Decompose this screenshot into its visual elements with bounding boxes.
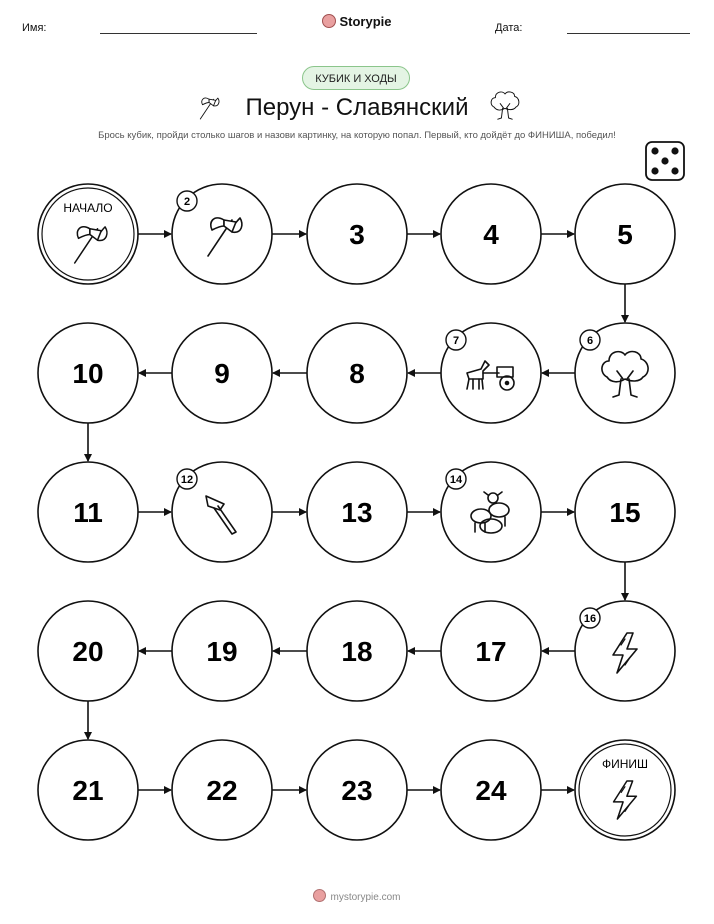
game-type-badge: КУБИК И ХОДЫ [302,66,410,90]
cell-number: 5 [617,219,633,250]
board-cell-1 [38,184,138,284]
board-cell-18 [307,601,407,701]
cell-number: 7 [452,335,460,347]
storypie-icon [313,889,326,902]
board-cell-8 [307,323,407,423]
board-cell-7 [441,323,541,423]
cell-number: 15 [609,497,641,528]
board-cell-14 [441,462,541,562]
board-cell-4 [441,184,541,284]
cell-number: 14 [449,474,463,486]
cell-number: 22 [206,775,238,806]
board-cell-5 [575,184,675,284]
cell-number: 13 [341,497,373,528]
axe-icon [200,98,219,119]
cell-number: 3 [349,219,365,250]
cell-circle [575,740,675,840]
cell-number: 8 [349,358,365,389]
board-cell-25 [575,740,675,840]
dice-pip [671,147,678,154]
cell-number: 21 [72,775,104,806]
cell-number: 11 [73,497,103,528]
footer-url: mystorypie.com [330,892,401,903]
cell-number: 16 [583,613,597,625]
cell-number: 18 [341,636,373,667]
board-cell-16 [575,601,675,701]
board-cell-11 [38,462,138,562]
board-cell-2 [172,184,272,284]
dice-pip [671,167,678,174]
board-cell-12 [172,462,272,562]
cell-number: 17 [475,636,507,667]
board-cell-3 [307,184,407,284]
finish-label: ФИНИШ [601,757,649,771]
cell-number: 20 [72,636,104,667]
board-cell-19 [172,601,272,701]
board-cell-15 [575,462,675,562]
dice-icon [646,142,684,180]
cell-number: 12 [180,474,194,486]
name-label: Имя: [22,22,47,34]
cell-number: 19 [206,636,238,667]
brand-name: Storypie [339,14,392,29]
board-cell-22 [172,740,272,840]
board-cell-17 [441,601,541,701]
dice-pip [651,147,658,154]
start-label: НАЧАЛО [63,201,113,215]
board-cell-21 [38,740,138,840]
dice-pip [651,167,658,174]
cell-number: 24 [475,775,507,806]
date-label: Дата: [495,22,523,34]
board-cell-9 [172,323,272,423]
instructions: Брось кубик, пройди столько шагов и назови картинку, на которую попал. Первый, кто дойдёт до ФИНИША, победил! [98,130,616,141]
board-cell-10 [38,323,138,423]
dice-pip [661,157,668,164]
board-cell-6 [575,323,675,423]
board-cell-20 [38,601,138,701]
page-title: Перун - Славянский [245,94,469,121]
cell-number: 9 [214,358,230,389]
cell-number: 23 [341,775,373,806]
board-cell-13 [307,462,407,562]
tree-icon [491,92,519,119]
board-cell-24 [441,740,541,840]
cell-number: 4 [483,219,499,250]
cell-number: 2 [183,196,191,208]
board-cell-23 [307,740,407,840]
cell-number: 10 [72,358,104,389]
cell-number: 6 [586,335,594,347]
footer [0,889,714,903]
